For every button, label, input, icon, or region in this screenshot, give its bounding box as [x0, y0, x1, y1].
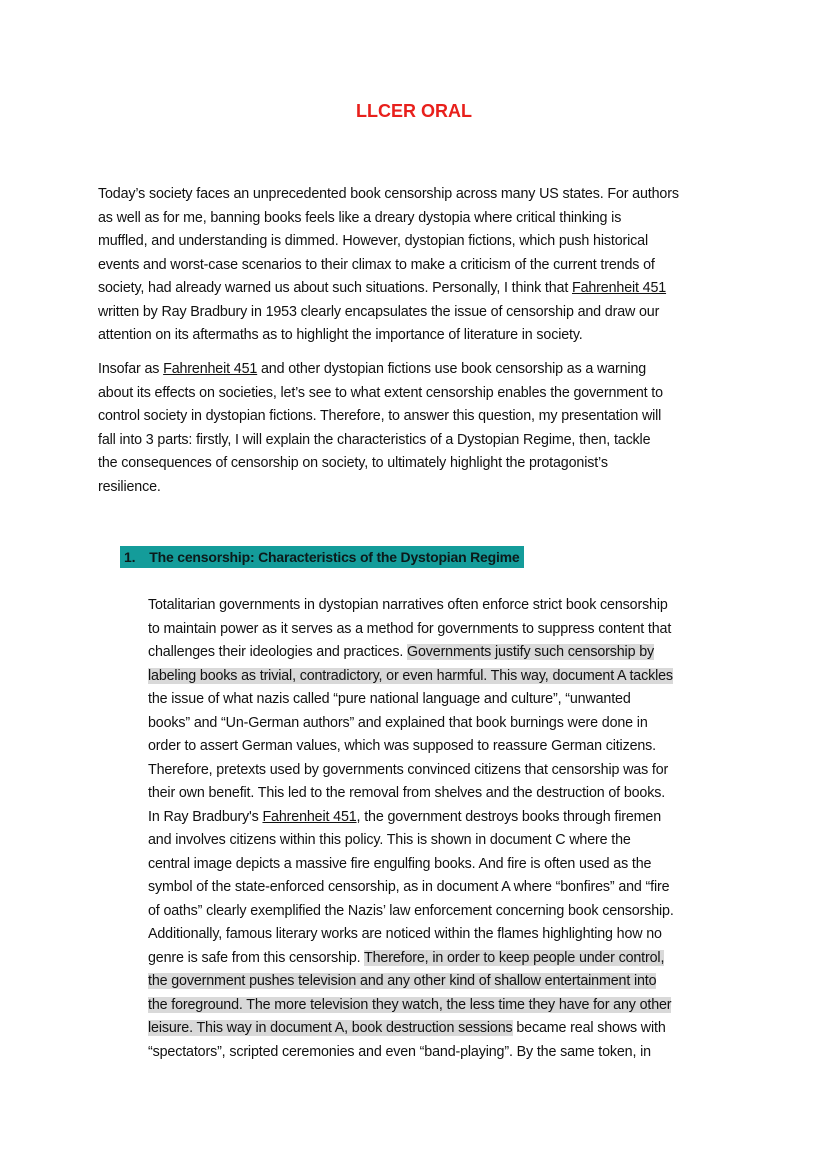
text-line [148, 1017, 738, 1041]
text-segment: written by Ray Bradbury in 1953 clearly encapsulates the issue of censorship and draw our [98, 303, 660, 320]
text-segment: the consequences of censorship on society, to ultimately highlight the protagonist’s [98, 455, 608, 471]
text-line [148, 900, 738, 924]
text-segment: control society in dystopian fictions. Therefore, to answer this question, my presentation will [98, 408, 662, 424]
text-segment: genre is safe from this censorship. [148, 949, 365, 966]
text-line [98, 358, 738, 382]
text-line [98, 382, 738, 406]
text-segment: fall into 3 parts: firstly, I will explain the characteristics of a Dystopian Regime, then, tackle [98, 431, 651, 448]
text-segment: , the government destroys books through firemen [356, 808, 662, 825]
text-line [98, 207, 738, 231]
text-segment: attention on its aftermaths as to highlight the importance of literature in society. [98, 327, 583, 343]
text-segment: their own benefit. This led to the removal from shelves and the destruction of books. [148, 785, 666, 801]
text-line [148, 853, 738, 877]
text-segment: order to assert German values, which was supposed to reassure German citizens. [148, 738, 656, 754]
text-segment: Today’s society faces an unprecedented book censorship across many US states. For authors [98, 186, 679, 202]
text-line [98, 452, 738, 476]
book-title-underlined: Fahrenheit 451 [262, 808, 357, 825]
text-line [98, 405, 738, 429]
text-line [148, 782, 738, 806]
document-title: LLCER ORAL [356, 101, 472, 121]
text-line [98, 183, 738, 207]
text-line [148, 618, 738, 642]
text-segment: “spectators”, scripted ceremonies and even “band-playing”. By the same token, in [148, 1043, 651, 1060]
section-title: The censorship: Characteristics of the Dystopian Regime [149, 549, 520, 565]
text-segment: books” and “Un-German authors” and explained that book burnings were done in [148, 714, 648, 731]
text-segment: muffled, and understanding is dimmed. However, dystopian fictions, which push historical [98, 233, 648, 249]
text-segment: the issue of what nazis called “pure national language and culture”, “unwanted [148, 691, 631, 707]
text-line [148, 712, 738, 736]
text-line [148, 994, 738, 1018]
book-title-underlined: Fahrenheit 451 [163, 361, 258, 377]
text-line [148, 970, 738, 994]
text-segment: resilience. [98, 478, 161, 495]
text-line [148, 594, 738, 618]
text-line [148, 641, 738, 665]
highlighted-text: labeling books as trivial, contradictory, or even harmful. This way, document A tackles [148, 667, 673, 684]
text-segment: and involves citizens within this policy. This is shown in document C where the [148, 832, 631, 848]
text-segment: In Ray Bradbury's [148, 808, 263, 825]
text-segment: symbol of the state-enforced censorship, as in document A where “bonfires” and “fire [148, 879, 670, 895]
text-line [148, 688, 738, 712]
text-line [148, 876, 738, 900]
book-title-underlined: Fahrenheit 451 [572, 280, 667, 296]
text-segment: challenges their ideologies and practices. [148, 644, 407, 660]
text-segment: Additionally, famous literary works are noticed within the flames highlighting how no [148, 926, 662, 942]
text-line [98, 324, 738, 348]
highlighted-text: Therefore, in order to keep people under control, [364, 949, 665, 966]
text-line [148, 759, 738, 783]
intro-paragraph [98, 183, 738, 348]
text-segment: events and worst-case scenarios to their climax to make a criticism of the current trends of [98, 256, 655, 273]
text-line [148, 806, 738, 830]
section-body-paragraph [148, 594, 738, 1064]
text-segment: and other dystopian fictions use book censorship as a warning [257, 361, 647, 377]
text-line [148, 1041, 738, 1065]
text-line [148, 735, 738, 759]
text-segment: central image depicts a massive fire engulfing books. And fire is often used as the [148, 855, 652, 872]
text-line [98, 476, 738, 500]
text-line [148, 829, 738, 853]
text-segment: Insofar as [98, 361, 164, 377]
problematic-paragraph [98, 358, 738, 499]
text-line [98, 277, 738, 301]
highlighted-text: the government pushes television and any other kind of shallow entertainment into [148, 973, 657, 989]
section-heading [120, 546, 524, 568]
text-line [98, 301, 738, 325]
text-segment: as well as for me, banning books feels like a dreary dystopia where critical thinking is [98, 209, 622, 226]
section-number: 1. [124, 549, 136, 565]
text-line [148, 665, 738, 689]
highlighted-text: Governments justify such censorship by [407, 644, 654, 660]
text-line [98, 254, 738, 278]
text-line [148, 947, 738, 971]
text-line [148, 923, 738, 947]
text-segment: of oaths” clearly exemplified the Nazis’ law enforcement concerning book censorship. [148, 902, 674, 919]
text-segment: to maintain power as it serves as a method for governments to suppress content that [148, 620, 672, 637]
text-segment: became real shows with [512, 1020, 666, 1036]
text-line [98, 429, 738, 453]
text-segment: Totalitarian governments in dystopian narratives often enforce strict book censorship [148, 597, 668, 613]
text-segment: society, had already warned us about such situations. Personally, I think that [98, 280, 572, 296]
text-segment: Therefore, pretexts used by governments convinced citizens that censorship was for [148, 761, 669, 778]
highlighted-text: leisure. This way in document A, book destruction sessions [148, 1020, 513, 1036]
text-line [98, 230, 738, 254]
text-segment: about its effects on societies, let’s see to what extent censorship enables the government to [98, 384, 663, 401]
highlighted-text: the foreground. The more television they watch, the less time they have for any other [148, 996, 672, 1013]
